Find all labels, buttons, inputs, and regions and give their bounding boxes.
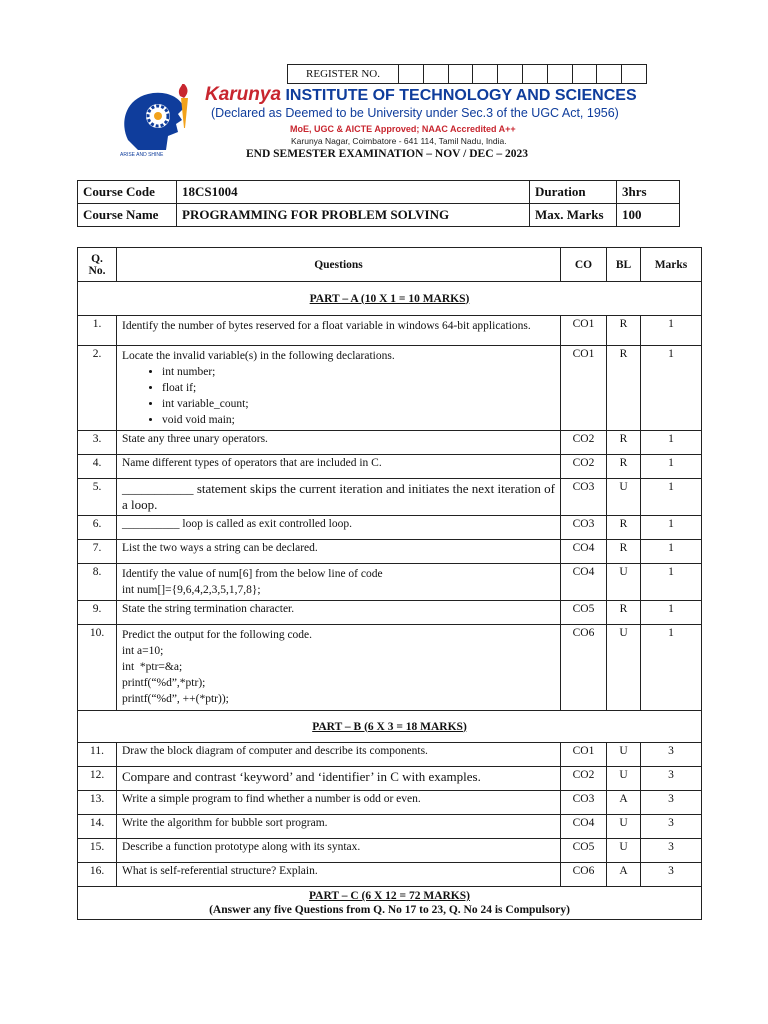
question-co: CO4 (561, 540, 607, 564)
question-bl: R (607, 540, 641, 564)
question-table (77, 247, 702, 920)
question-number: 6. (78, 516, 117, 540)
question-bl: U (607, 815, 641, 839)
question-co: CO5 (561, 839, 607, 863)
question-number: 14. (78, 815, 117, 839)
question-bl: R (607, 316, 641, 346)
duration: 3hrs (617, 181, 680, 204)
question-text: Name different types of operators that are included in C. (117, 455, 561, 479)
header-questions: Questions (117, 248, 561, 282)
header-bl: BL (607, 248, 641, 282)
register-number-box (287, 64, 647, 84)
table-row (78, 540, 702, 564)
question-co: CO3 (561, 516, 607, 540)
question-bl: R (607, 346, 641, 431)
question-marks: 1 (641, 625, 702, 711)
question-cell (117, 625, 561, 711)
register-cell (449, 65, 474, 83)
address-line: Karunya Nagar, Coimbatore - 641 114, Tamil Nadu, India. (291, 136, 507, 146)
code-line: printf(“%d”,*ptr); (122, 677, 206, 689)
question-text: Identify the value of num[6] from the below line of code (122, 568, 383, 580)
karunya-logo-icon (118, 84, 210, 158)
question-bl: R (607, 516, 641, 540)
question-number: 16. (78, 863, 117, 887)
question-cell (117, 564, 561, 601)
question-number: 10. (78, 625, 117, 711)
question-cell (117, 346, 561, 431)
brand-name: Karunya (205, 84, 282, 105)
question-bl: U (607, 767, 641, 791)
code-line: int a=10; (122, 645, 164, 657)
question-number: 15. (78, 839, 117, 863)
course-code-label: Course Code (78, 181, 177, 204)
code-line: int num[]={9,6,4,2,3,5,1,7,8}; (122, 584, 261, 596)
part-c-title: PART – C (6 X 12 = 72 MARKS) (309, 890, 470, 902)
duration-label: Duration (530, 181, 617, 204)
question-bl: U (607, 479, 641, 516)
question-bl: A (607, 791, 641, 815)
max-marks: 100 (617, 204, 680, 227)
question-marks: 1 (641, 316, 702, 346)
header-qno: Q. No. (78, 248, 117, 282)
course-name-label: Course Name (78, 204, 177, 227)
question-marks: 1 (641, 455, 702, 479)
part-c-instruction: (Answer any five Questions from Q. No 17 to 23, Q. No 24 is Compulsory) (209, 904, 570, 916)
question-marks: 3 (641, 743, 702, 767)
question-marks: 3 (641, 767, 702, 791)
table-row (78, 863, 702, 887)
question-number: 13. (78, 791, 117, 815)
question-marks: 1 (641, 564, 702, 601)
question-text: Write the algorithm for bubble sort program. (117, 815, 561, 839)
question-text: State the string termination character. (117, 601, 561, 625)
question-marks: 1 (641, 540, 702, 564)
course-name: PROGRAMMING FOR PROBLEM SOLVING (177, 204, 530, 227)
register-cell (548, 65, 573, 83)
table-row (78, 455, 702, 479)
list-item: • int variable_count; (162, 396, 555, 412)
table-row (78, 839, 702, 863)
question-bl: R (607, 601, 641, 625)
question-text: Identify the number of bytes reserved for a float variable in windows 64-bit applications. (117, 316, 561, 346)
part-b-row (78, 711, 702, 743)
part-c-row (78, 887, 702, 920)
question-bl: R (607, 455, 641, 479)
register-cell (622, 65, 646, 83)
question-marks: 3 (641, 815, 702, 839)
table-header-row (78, 248, 702, 282)
table-row (78, 601, 702, 625)
question-co: CO4 (561, 815, 607, 839)
question-text: __________ loop is called as exit controlled loop. (117, 516, 561, 540)
register-cell (597, 65, 622, 83)
institute-name (205, 84, 637, 106)
question-bl: U (607, 625, 641, 711)
list-item: • int number; (162, 364, 555, 380)
code-line: int *ptr=&a; (122, 661, 183, 673)
question-marks: 1 (641, 516, 702, 540)
course-info-table (77, 180, 680, 227)
part-c-cell (78, 887, 702, 920)
svg-text:ARISE AND SHINE: ARISE AND SHINE (120, 152, 164, 158)
question-bl: U (607, 839, 641, 863)
question-bl: A (607, 863, 641, 887)
table-row (78, 431, 702, 455)
header-marks: Marks (641, 248, 702, 282)
register-label: REGISTER NO. (288, 65, 399, 83)
register-cell (573, 65, 598, 83)
question-marks: 3 (641, 839, 702, 863)
table-row (78, 791, 702, 815)
register-cell (473, 65, 498, 83)
question-number: 7. (78, 540, 117, 564)
question-co: CO3 (561, 479, 607, 516)
question-number: 9. (78, 601, 117, 625)
question-co: CO1 (561, 316, 607, 346)
table-row (78, 346, 702, 431)
question-text: ___________ statement skips the current iteration and initiates the next iteration of a loop. (117, 479, 561, 516)
question-co: CO3 (561, 791, 607, 815)
option-list (122, 364, 555, 428)
register-cell (424, 65, 449, 83)
table-row (78, 564, 702, 601)
register-cell (498, 65, 523, 83)
question-bl: R (607, 431, 641, 455)
question-bl: U (607, 564, 641, 601)
question-number: 12. (78, 767, 117, 791)
table-row (78, 767, 702, 791)
table-row (78, 516, 702, 540)
question-co: CO1 (561, 346, 607, 431)
question-marks: 1 (641, 431, 702, 455)
question-text: What is self-referential structure? Explain. (117, 863, 561, 887)
deemed-university-line: (Declared as Deemed to be University under Sec.3 of the UGC Act, 1956) (211, 106, 619, 120)
question-number: 11. (78, 743, 117, 767)
question-number: 4. (78, 455, 117, 479)
question-text: Draw the block diagram of computer and describe its components. (117, 743, 561, 767)
question-marks: 1 (641, 479, 702, 516)
part-a-row (78, 282, 702, 316)
question-text: State any three unary operators. (117, 431, 561, 455)
list-item: • void void main; (162, 412, 555, 428)
question-co: CO2 (561, 767, 607, 791)
question-text: Predict the output for the following code. (122, 629, 313, 641)
code-line: printf(“%d”, ++(*ptr)); (122, 693, 229, 705)
exam-title: END SEMESTER EXAMINATION – NOV / DEC – 2023 (246, 148, 528, 160)
question-text: Compare and contrast ‘keyword’ and ‘identifier’ in C with examples. (117, 767, 561, 791)
part-a-title: PART – A (10 X 1 = 10 MARKS) (78, 282, 702, 316)
course-code: 18CS1004 (177, 181, 530, 204)
question-text: Locate the invalid variable(s) in the following declarations. (122, 350, 395, 362)
table-row (78, 815, 702, 839)
question-co: CO5 (561, 601, 607, 625)
question-text: List the two ways a string can be declared. (117, 540, 561, 564)
question-co: CO6 (561, 625, 607, 711)
question-text: Write a simple program to find whether a number is odd or even. (117, 791, 561, 815)
question-bl: U (607, 743, 641, 767)
question-number: 2. (78, 346, 117, 431)
question-text: Describe a function prototype along with its syntax. (117, 839, 561, 863)
header-co: CO (561, 248, 607, 282)
question-marks: 3 (641, 863, 702, 887)
register-cell (399, 65, 424, 83)
question-number: 3. (78, 431, 117, 455)
table-row (78, 625, 702, 711)
institute-title: INSTITUTE OF TECHNOLOGY AND SCIENCES (285, 87, 637, 104)
question-marks: 1 (641, 346, 702, 431)
question-co: CO4 (561, 564, 607, 601)
part-b-title: PART – B (6 X 3 = 18 MARKS) (78, 711, 702, 743)
accreditation-line: MoE, UGC & AICTE Approved; NAAC Accredited A++ (290, 124, 516, 134)
table-row (78, 316, 702, 346)
question-number: 8. (78, 564, 117, 601)
max-marks-label: Max. Marks (530, 204, 617, 227)
list-item: • float if; (162, 380, 555, 396)
question-marks: 1 (641, 601, 702, 625)
table-row (78, 479, 702, 516)
register-cell (523, 65, 548, 83)
question-co: CO2 (561, 431, 607, 455)
question-co: CO6 (561, 863, 607, 887)
question-co: CO2 (561, 455, 607, 479)
question-number: 1. (78, 316, 117, 346)
question-number: 5. (78, 479, 117, 516)
question-co: CO1 (561, 743, 607, 767)
question-marks: 3 (641, 791, 702, 815)
table-row (78, 743, 702, 767)
